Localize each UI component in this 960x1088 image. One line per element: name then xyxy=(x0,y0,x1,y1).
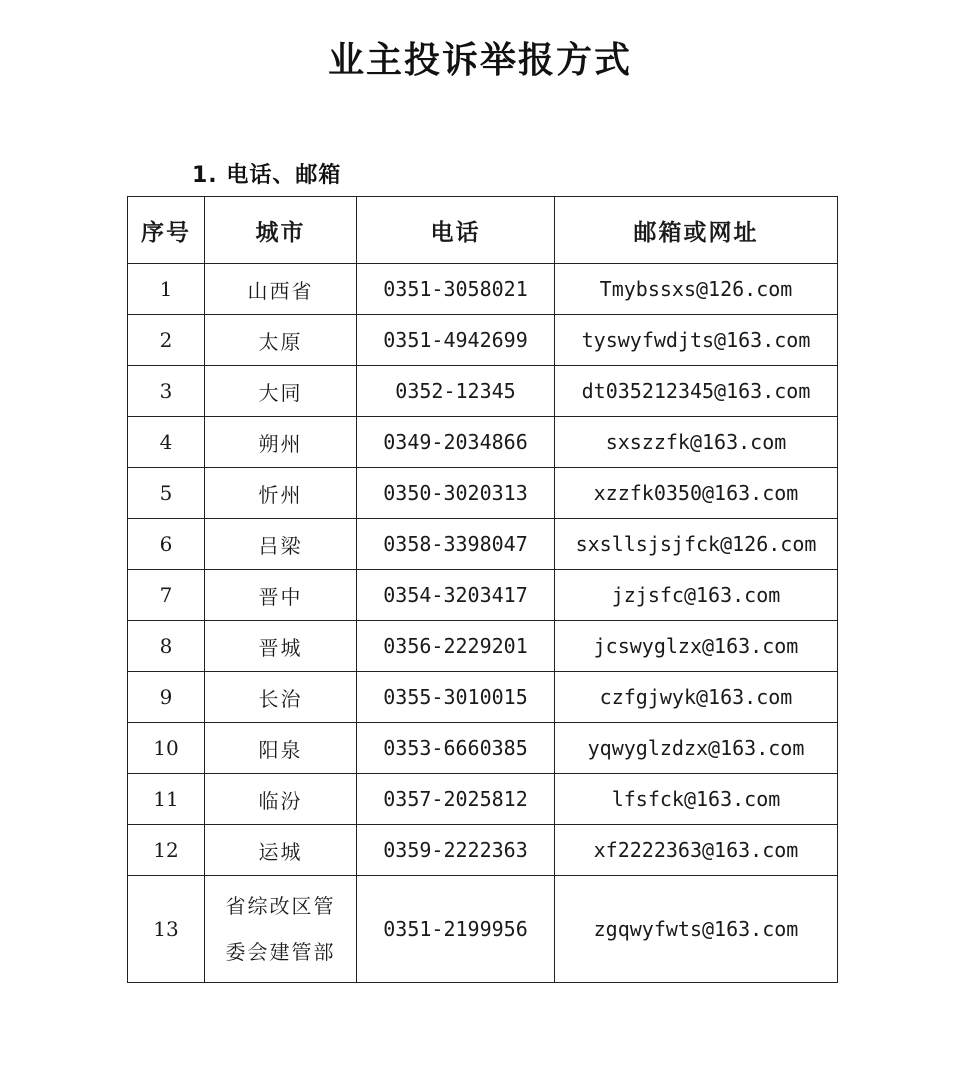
table-row xyxy=(128,570,838,621)
row-city: 吕梁 xyxy=(205,519,357,570)
row-phone: 0350-3020313 xyxy=(357,468,555,519)
row-phone: 0359-2222363 xyxy=(357,825,555,876)
row-city: 长治 xyxy=(205,672,357,723)
table-row xyxy=(128,774,838,825)
row-number: 8 xyxy=(128,621,205,672)
table-row xyxy=(128,621,838,672)
row-phone: 0357-2025812 xyxy=(357,774,555,825)
row-number: 6 xyxy=(128,519,205,570)
row-phone: 0355-3010015 xyxy=(357,672,555,723)
row-number: 2 xyxy=(128,315,205,366)
row-city: 大同 xyxy=(205,366,357,417)
row-email: xzzfk0350@163.com xyxy=(555,468,838,519)
table-row xyxy=(128,417,838,468)
table-row xyxy=(128,672,838,723)
row-number: 3 xyxy=(128,366,205,417)
row-email: lfsfck@163.com xyxy=(555,774,838,825)
row-number: 9 xyxy=(128,672,205,723)
row-number: 4 xyxy=(128,417,205,468)
row-number: 1 xyxy=(128,264,205,315)
row-number: 12 xyxy=(128,825,205,876)
row-phone: 0353-6660385 xyxy=(357,723,555,774)
row-email: tyswyfwdjts@163.com xyxy=(555,315,838,366)
row-city: 朔州 xyxy=(205,417,357,468)
row-number: 5 xyxy=(128,468,205,519)
row-email: Tmybssxs@126.com xyxy=(555,264,838,315)
row-city: 晋城 xyxy=(205,621,357,672)
row-number: 11 xyxy=(128,774,205,825)
table-row xyxy=(128,468,838,519)
row-city: 临汾 xyxy=(205,774,357,825)
row-city-line-1: 省综改区管 xyxy=(225,894,336,918)
row-email: xf2222363@163.com xyxy=(555,825,838,876)
table-row xyxy=(128,876,838,983)
row-city-line-2: 委会建管部 xyxy=(225,940,336,964)
row-email: jzjsfc@163.com xyxy=(555,570,838,621)
header-email: 邮箱或网址 xyxy=(555,197,838,264)
row-email: yqwyglzdzx@163.com xyxy=(555,723,838,774)
row-email: zgqwyfwts@163.com xyxy=(555,876,838,983)
row-phone: 0351-3058021 xyxy=(357,264,555,315)
header-phone: 电话 xyxy=(357,197,555,264)
table-row xyxy=(128,315,838,366)
row-email: jcswyglzx@163.com xyxy=(555,621,838,672)
row-phone: 0352-12345 xyxy=(357,366,555,417)
row-email: sxsllsjsjfck@126.com xyxy=(555,519,838,570)
row-city: 太原 xyxy=(205,315,357,366)
row-phone: 0349-2034866 xyxy=(357,417,555,468)
table-row xyxy=(128,366,838,417)
row-phone: 0351-2199956 xyxy=(357,876,555,983)
page-title: 业主投诉举报方式 xyxy=(327,40,632,81)
section-heading: 1. 电话、邮箱 xyxy=(192,163,342,188)
header-city: 城市 xyxy=(205,197,357,264)
row-city: 山西省 xyxy=(205,264,357,315)
row-number: 13 xyxy=(128,876,205,983)
row-phone: 0354-3203417 xyxy=(357,570,555,621)
table-row xyxy=(128,825,838,876)
table-row xyxy=(128,264,838,315)
row-city: 忻州 xyxy=(205,468,357,519)
row-email: czfgjwyk@163.com xyxy=(555,672,838,723)
row-city: 晋中 xyxy=(205,570,357,621)
row-email: dt035212345@163.com xyxy=(555,366,838,417)
row-number: 7 xyxy=(128,570,205,621)
row-phone: 0358-3398047 xyxy=(357,519,555,570)
header-number: 序号 xyxy=(128,197,205,264)
table-row xyxy=(128,519,838,570)
row-phone: 0351-4942699 xyxy=(357,315,555,366)
row-phone: 0356-2229201 xyxy=(357,621,555,672)
row-city: 运城 xyxy=(205,825,357,876)
table-row xyxy=(128,723,838,774)
table-header-row xyxy=(128,197,838,264)
row-email: sxszzfk@163.com xyxy=(555,417,838,468)
row-number: 10 xyxy=(128,723,205,774)
contacts-table xyxy=(127,196,838,983)
row-city: 阳泉 xyxy=(205,723,357,774)
row-city xyxy=(205,876,357,983)
